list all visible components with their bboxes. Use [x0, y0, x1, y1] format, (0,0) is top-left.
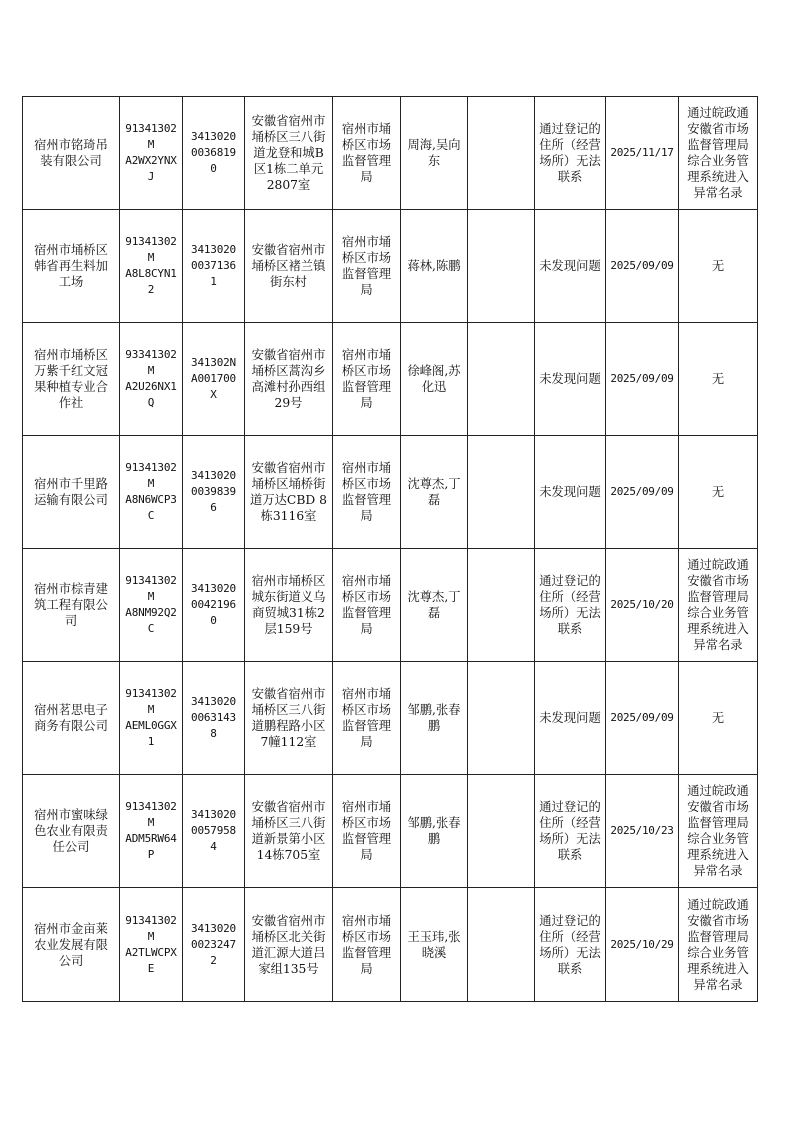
address-cell: 安徽省宿州市 埇桥区三八街 道龙登和城B 区1栋二单元 2807室: [245, 97, 333, 210]
table-row: [23, 323, 758, 436]
table-row: [23, 97, 758, 210]
inspectors-cell: 邹鹏,张春 鹏: [401, 775, 468, 888]
inspection-results-table: [22, 96, 758, 1002]
address-cell: 安徽省宿州市 埇桥区褚兰镇 街东村: [245, 210, 333, 323]
date-cell: 2025/11/17: [606, 97, 679, 210]
inspection-result-cell: 通过登记的 住所（经营 场所）无法 联系: [535, 549, 606, 662]
company-name-cell: 宿州茗思电子 商务有限公司: [23, 662, 120, 775]
registration-number-cell: 3413020 0036819 0: [183, 97, 245, 210]
inspection-result-cell: 未发现问题: [535, 210, 606, 323]
inspection-result-cell: 通过登记的 住所（经营 场所）无法 联系: [535, 775, 606, 888]
credit-code-cell: 91341302M A2TLWCPXE: [120, 888, 183, 1002]
handling-cell: 通过皖政通 安徽省市场 监督管理局 综合业务管 理系统进入 异常名录: [679, 775, 758, 888]
credit-code-cell: 91341302M A2WX2YNXJ: [120, 97, 183, 210]
inspection-result-cell: 通过登记的 住所（经营 场所）无法 联系: [535, 97, 606, 210]
address-cell: 安徽省宿州市 埇桥区三八街 道新景第小区 14栋705室: [245, 775, 333, 888]
blank-cell: [468, 323, 535, 436]
address-cell: 安徽省宿州市 埇桥区北关街 道汇源大道吕 家组135号: [245, 888, 333, 1002]
company-name-cell: 宿州市蜜味绿 色农业有限责 任公司: [23, 775, 120, 888]
company-name-cell: 宿州市金亩莱 农业发展有限 公司: [23, 888, 120, 1002]
credit-code-cell: 93341302M A2U26NX1Q: [120, 323, 183, 436]
company-name-cell: 宿州市埇桥区 万紫千红文冠 果种植专业合 作社: [23, 323, 120, 436]
date-cell: 2025/09/09: [606, 436, 679, 549]
address-cell: 宿州市埇桥区 城东街道义乌 商贸城31栋2 层159号: [245, 549, 333, 662]
authority-cell: 宿州市埇 桥区市场 监督管理 局: [333, 436, 401, 549]
authority-cell: 宿州市埇 桥区市场 监督管理 局: [333, 97, 401, 210]
authority-cell: 宿州市埇 桥区市场 监督管理 局: [333, 888, 401, 1002]
credit-code-cell: 91341302M A8N6WCP3C: [120, 436, 183, 549]
date-cell: 2025/10/23: [606, 775, 679, 888]
inspectors-cell: 蒋林,陈鹏: [401, 210, 468, 323]
inspectors-cell: 徐峰阁,苏 化迅: [401, 323, 468, 436]
handling-cell: 无: [679, 662, 758, 775]
inspectors-cell: 沈尊杰,丁 磊: [401, 436, 468, 549]
registration-number-cell: 3413020 0039839 6: [183, 436, 245, 549]
blank-cell: [468, 775, 535, 888]
company-name-cell: 宿州市埇桥区 韩省再生料加 工场: [23, 210, 120, 323]
table-row: [23, 436, 758, 549]
inspectors-cell: 邹鹏,张春 鹏: [401, 662, 468, 775]
credit-code-cell: 91341302M AEML0GGX1: [120, 662, 183, 775]
table-body: [23, 97, 758, 1002]
blank-cell: [468, 888, 535, 1002]
table-row: [23, 549, 758, 662]
blank-cell: [468, 662, 535, 775]
date-cell: 2025/09/09: [606, 323, 679, 436]
authority-cell: 宿州市埇 桥区市场 监督管理 局: [333, 549, 401, 662]
handling-cell: 通过皖政通 安徽省市场 监督管理局 综合业务管 理系统进入 异常名录: [679, 549, 758, 662]
company-name-cell: 宿州市千里路 运输有限公司: [23, 436, 120, 549]
address-cell: 安徽省宿州市 埇桥区蒿沟乡 高滩村孙西组 29号: [245, 323, 333, 436]
blank-cell: [468, 549, 535, 662]
inspection-result-cell: 未发现问题: [535, 662, 606, 775]
registration-number-cell: 3413020 0023247 2: [183, 888, 245, 1002]
address-cell: 安徽省宿州市 埇桥区埇桥街 道万达CBD 8 栋3116室: [245, 436, 333, 549]
inspectors-cell: 周海,吴向 东: [401, 97, 468, 210]
registration-number-cell: 3413020 0063143 8: [183, 662, 245, 775]
credit-code-cell: 91341302M A8NM92Q2C: [120, 549, 183, 662]
handling-cell: 无: [679, 323, 758, 436]
date-cell: 2025/10/29: [606, 888, 679, 1002]
inspection-result-cell: 未发现问题: [535, 436, 606, 549]
table-row: [23, 210, 758, 323]
authority-cell: 宿州市埇 桥区市场 监督管理 局: [333, 323, 401, 436]
table-row: [23, 775, 758, 888]
inspectors-cell: 沈尊杰,丁 磊: [401, 549, 468, 662]
company-name-cell: 宿州市铭琦吊 装有限公司: [23, 97, 120, 210]
authority-cell: 宿州市埇 桥区市场 监督管理 局: [333, 210, 401, 323]
inspection-result-cell: 未发现问题: [535, 323, 606, 436]
handling-cell: 无: [679, 210, 758, 323]
table-row: [23, 662, 758, 775]
blank-cell: [468, 97, 535, 210]
company-name-cell: 宿州市棕青建 筑工程有限公 司: [23, 549, 120, 662]
handling-cell: 无: [679, 436, 758, 549]
authority-cell: 宿州市埇 桥区市场 监督管理 局: [333, 775, 401, 888]
date-cell: 2025/10/20: [606, 549, 679, 662]
registration-number-cell: 3413020 0057958 4: [183, 775, 245, 888]
handling-cell: 通过皖政通 安徽省市场 监督管理局 综合业务管 理系统进入 异常名录: [679, 888, 758, 1002]
handling-cell: 通过皖政通 安徽省市场 监督管理局 综合业务管 理系统进入 异常名录: [679, 97, 758, 210]
registration-number-cell: 3413020 0042196 0: [183, 549, 245, 662]
blank-cell: [468, 436, 535, 549]
credit-code-cell: 91341302M ADM5RW64P: [120, 775, 183, 888]
address-cell: 安徽省宿州市 埇桥区三八街 道鹏程路小区 7幢112室: [245, 662, 333, 775]
inspectors-cell: 王玉玮,张 晓溪: [401, 888, 468, 1002]
date-cell: 2025/09/09: [606, 662, 679, 775]
inspection-result-cell: 通过登记的 住所（经营 场所）无法 联系: [535, 888, 606, 1002]
registration-number-cell: 3413020 0037136 1: [183, 210, 245, 323]
registration-number-cell: 341302N A001700 X: [183, 323, 245, 436]
blank-cell: [468, 210, 535, 323]
table-row: [23, 888, 758, 1002]
authority-cell: 宿州市埇 桥区市场 监督管理 局: [333, 662, 401, 775]
date-cell: 2025/09/09: [606, 210, 679, 323]
credit-code-cell: 91341302M A8L8CYN12: [120, 210, 183, 323]
